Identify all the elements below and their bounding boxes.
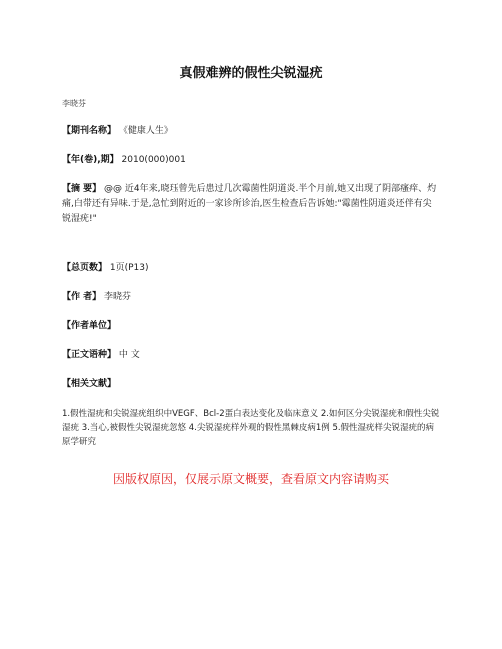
field-volume-issue: [62, 153, 440, 168]
field-label: 【正文语种】: [62, 350, 117, 360]
field-label: 【摘 要】: [62, 184, 102, 194]
field-value: 1页(P13): [109, 263, 149, 273]
document-title: 真假难辨的假性尖锐湿疣: [179, 66, 323, 81]
field-label: 【期刊名称】: [62, 126, 117, 136]
field-value: 《健康人生》: [118, 126, 173, 136]
field-value: 李晓芬: [104, 292, 132, 302]
field-value: @@ 近4年来,晓珏曾先后患过几次霉菌性阴道炎.半个月前,她又出现了阴部瘙痒、灼痛,白带还有异味.于是,急忙到附近的一家诊所诊治,医生检查后告诉她:"霉菌性阴道炎还伴有尖锐湿疣!": [62, 184, 437, 224]
field-author: [62, 290, 440, 305]
field-language: [62, 348, 440, 363]
field-label: 【相关文献】: [62, 379, 117, 389]
field-value: 2010(000)001: [121, 155, 186, 165]
field-abstract: [62, 182, 440, 227]
field-value: 中 文: [118, 350, 140, 360]
field-label: 【作者单位】: [62, 321, 117, 331]
field-label: 【年(卷),期】: [62, 155, 119, 165]
related-references: 1.假性湿疣和尖锐湿疣组织中VEGF、Bcl-2蛋白表达变化及临床意义 2.如何区分尖锐湿疣和假性尖锐湿疣 3.当心,被假性尖锐湿疣忽悠 4.尖锐湿疣样外观的假性黑棘皮病1例 5.假性湿疣样尖锐湿疣的病原学研究: [62, 409, 440, 447]
author-line: 李晓芬: [62, 99, 86, 108]
field-total-pages: [62, 261, 440, 276]
field-author-unit: [62, 319, 440, 334]
field-journal-name: [62, 124, 440, 139]
field-related-literature: [62, 377, 440, 392]
copyright-notice: 因版权原因，仅展示原文概要，查看原文内容请购买: [112, 472, 389, 486]
field-label: 【作 者】: [62, 292, 102, 302]
field-label: 【总页数】: [62, 263, 108, 273]
